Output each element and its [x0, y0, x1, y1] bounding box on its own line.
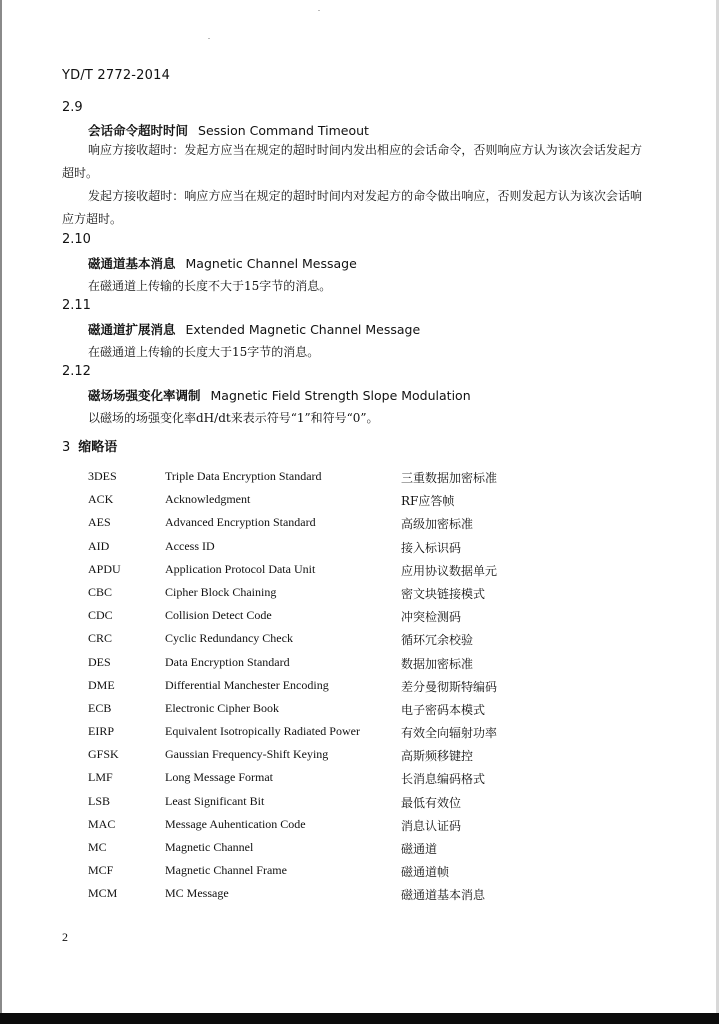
abbreviation-english: Equivalent Isotropically Radiated Power: [165, 724, 360, 739]
abbreviation: 3DES: [88, 469, 117, 483]
abbreviation-chinese: 消息认证码: [401, 818, 462, 833]
term-cn: 磁通道扩展消息: [88, 322, 176, 337]
abbreviations-table: [88, 466, 648, 907]
scan-bottom-border: [0, 1013, 719, 1024]
abbreviation-chinese: 应用协议数据单元: [401, 563, 498, 578]
abbreviation: MCM: [88, 886, 118, 901]
abbreviation-chinese: 差分曼彻斯特编码: [401, 679, 498, 694]
abbreviation-row: [88, 652, 648, 675]
scan-speck: [208, 38, 210, 39]
abbreviation-chinese: 电子密码本模式: [401, 702, 486, 717]
term-cn: 会话命令超时时间: [88, 123, 189, 138]
abbreviation-row: [88, 675, 648, 698]
section-title-3: 缩略语: [78, 440, 118, 455]
abbreviation-row: [88, 698, 648, 721]
abbreviation-chinese: 磁通道: [401, 842, 438, 856]
abbreviation-english: Magnetic Channel: [165, 840, 254, 854]
abbreviation-row: [88, 837, 648, 860]
abbreviation: DME: [88, 677, 115, 692]
abbreviation-row: [88, 883, 648, 906]
definition-2-9-para-1: 响应方接收超时：发起方应当在规定的超时时间内发出相应的会话命令，否则响应方认为该次会话发起方超时。: [62, 143, 642, 180]
abbreviation-english: Application Protocol Data Unit: [165, 561, 316, 576]
abbreviation: MCF: [88, 863, 114, 878]
abbreviation-row: [88, 605, 648, 628]
abbreviation-english: Electronic Cipher Book: [165, 700, 279, 715]
abbreviation-chinese: 高斯频移键控: [401, 749, 474, 764]
abbreviation-chinese: 三重数据加密标准: [401, 471, 498, 485]
term-heading-2-10: [88, 254, 357, 272]
abbreviation-english: Access ID: [165, 538, 215, 553]
abbreviation-chinese: 磁通道帧: [401, 865, 450, 880]
abbreviation-chinese: 有效全向辐射功率: [401, 726, 498, 741]
abbreviation: CRC: [88, 631, 113, 646]
section-number-2-12: 2.12: [62, 364, 91, 379]
abbreviation-english: Long Message Format: [165, 770, 273, 785]
document-id: YD/T 2772-2014: [62, 68, 171, 83]
abbreviation-english: Collision Detect Code: [165, 608, 272, 623]
abbreviation-english: Advanced Encryption Standard: [165, 515, 316, 530]
abbreviation-english: Data Encryption Standard: [165, 654, 290, 669]
abbreviation: LMF: [88, 770, 113, 785]
scan-left-edge: [0, 0, 2, 1024]
abbreviation: CDC: [88, 608, 113, 623]
definition-2-10: 在磁通道上传输的长度不大于15字节的消息。: [88, 279, 332, 293]
abbreviation-english: Least Significant Bit: [165, 793, 265, 808]
section-heading-3: [62, 436, 117, 455]
abbreviation-chinese: 高级加密标准: [401, 517, 474, 532]
abbreviation-english: Magnetic Channel Frame: [165, 863, 287, 878]
abbreviation-chinese: 循环冗余校验: [401, 633, 474, 648]
term-heading-2-12: [88, 386, 471, 404]
abbreviation: MAC: [88, 816, 116, 831]
abbreviation-row: [88, 721, 648, 744]
abbreviation: DES: [88, 654, 111, 669]
term-en: Session Command Timeout: [198, 123, 369, 138]
abbreviation-row: [88, 582, 648, 605]
abbreviation-chinese: 最低有效位: [401, 795, 462, 810]
abbreviation-chinese: 长消息编码格式: [401, 772, 486, 787]
abbreviation-row: [88, 767, 648, 790]
abbreviation-row: [88, 559, 648, 582]
abbreviation: AID: [88, 538, 110, 553]
abbreviation-english: Message Auhentication Code: [165, 816, 306, 831]
abbreviation-row: [88, 536, 648, 559]
abbreviation: EIRP: [88, 724, 115, 739]
abbreviation: GFSK: [88, 747, 119, 762]
definition-2-9-para-2: 发起方接收超时：响应方应当在规定的超时时间内对发起方的命令做出响应，否则发起方认为该次会话响应方超时。: [62, 189, 642, 226]
abbreviation-english: Triple Data Encryption Standard: [165, 469, 322, 483]
abbreviation-row: [88, 814, 648, 837]
abbreviation-row: [88, 512, 648, 535]
abbreviation-chinese: 冲突检测码: [401, 610, 462, 625]
abbreviation-row: [88, 860, 648, 883]
abbreviation-chinese: 密文块链接模式: [401, 586, 486, 601]
page-number: 2: [62, 930, 68, 944]
abbreviation-row: [88, 744, 648, 767]
term-heading-2-9: [88, 121, 369, 139]
scan-speck: [318, 10, 320, 11]
abbreviation-english: Cipher Block Chaining: [165, 584, 277, 599]
abbreviation: ACK: [88, 492, 114, 507]
section-number-2-11: 2.11: [62, 298, 91, 313]
abbreviation-english: Cyclic Redundancy Check: [165, 631, 293, 646]
abbreviation: CBC: [88, 584, 113, 599]
term-en: Extended Magnetic Channel Message: [185, 322, 421, 337]
abbreviation-row: [88, 791, 648, 814]
section-number-2-9: 2.9: [62, 100, 83, 115]
term-en: Magnetic Field Strength Slope Modulation: [210, 388, 471, 403]
abbreviation-row: [88, 628, 648, 651]
term-en: Magnetic Channel Message: [185, 256, 357, 271]
abbreviation-english: Gaussian Frequency-Shift Keying: [165, 747, 329, 762]
term-heading-2-11: [88, 320, 420, 338]
abbreviation-english: Differential Manchester Encoding: [165, 677, 329, 692]
term-cn: 磁场场强变化率调制: [88, 388, 201, 403]
abbreviation: LSB: [88, 793, 111, 808]
abbreviation-chinese: 接入标识码: [401, 540, 462, 555]
abbreviation-row: [88, 466, 648, 489]
section-number-2-10: 2.10: [62, 232, 91, 247]
abbreviation-row: [88, 489, 648, 512]
abbreviation-english: Acknowledgment: [165, 492, 251, 507]
abbreviation: MC: [88, 840, 107, 854]
abbreviation: APDU: [88, 561, 121, 576]
abbreviation-chinese: RF应答帧: [401, 494, 455, 509]
definition-2-11: 在磁通道上传输的长度大于15字节的消息。: [88, 345, 320, 359]
term-cn: 磁通道基本消息: [88, 256, 176, 271]
abbreviation-english: MC Message: [165, 886, 229, 901]
abbreviation-chinese: 磁通道基本消息: [401, 888, 486, 903]
definition-2-12: 以磁场的场强变化率dH/dt来表示符号“1”和符号“0”。: [88, 411, 379, 425]
abbreviation-chinese: 数据加密标准: [401, 656, 474, 671]
section-number-3: 3: [62, 440, 71, 455]
abbreviation: AES: [88, 515, 111, 530]
abbreviation: ECB: [88, 700, 112, 715]
